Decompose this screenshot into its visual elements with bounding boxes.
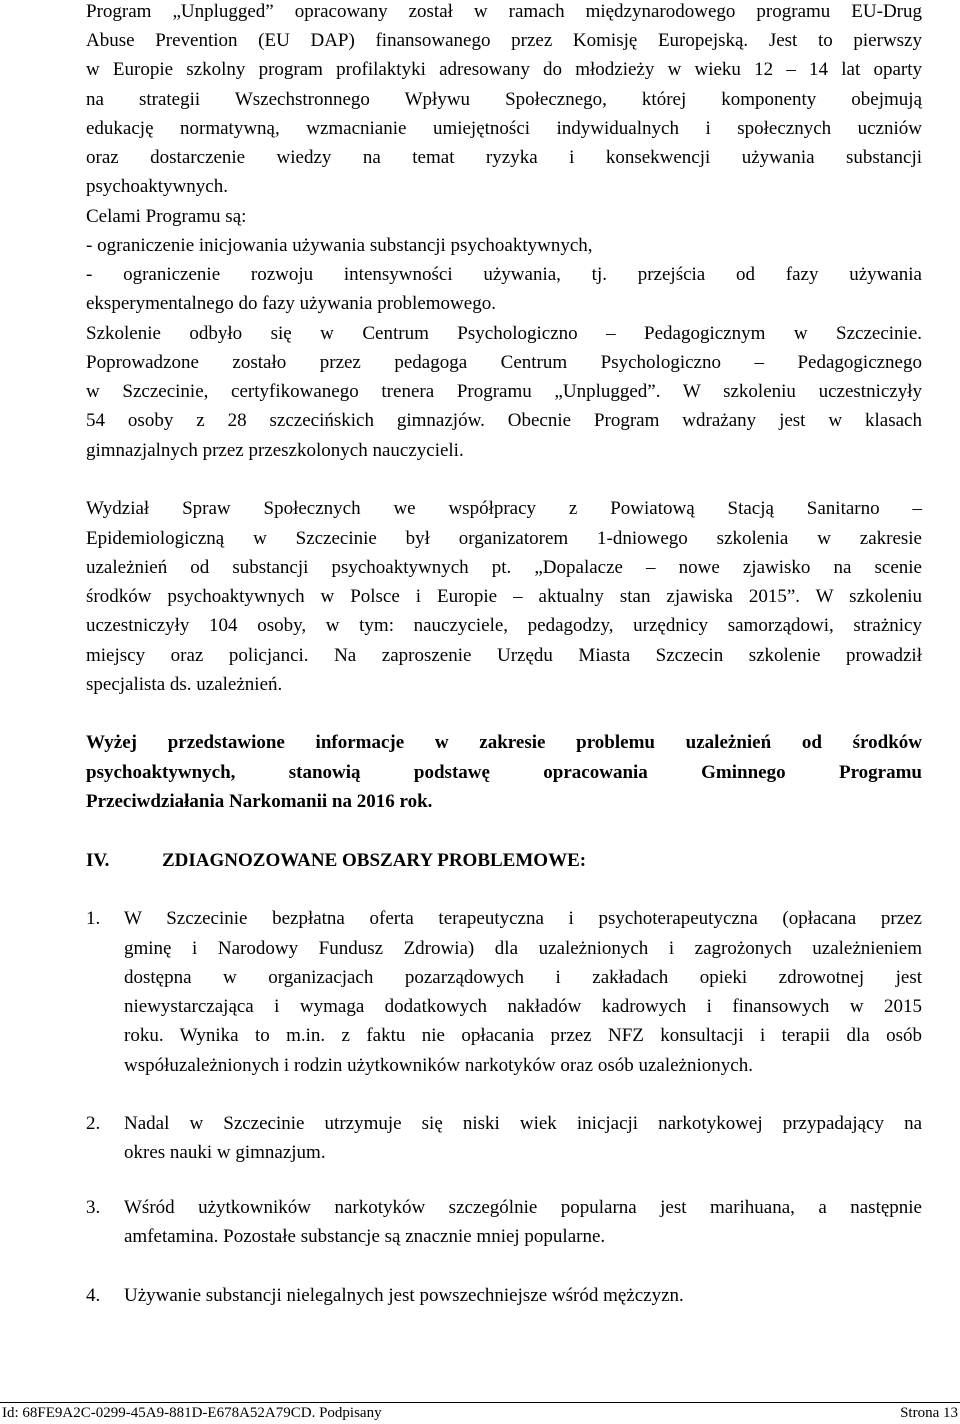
list-item-number: 4. xyxy=(86,1285,101,1306)
para1-line: Poprowadzone zostało przez pedagoga Centrum Psychologiczno – Pedagogicznego xyxy=(86,352,922,373)
bold-summary-line: Wyżej przedstawione informacje w zakresie problemu uzależnień od środków xyxy=(86,732,922,753)
footer-document-id: Id: 68FE9A2C-0299-45A9-881D-E678A52A79CD. Podpisany xyxy=(2,1405,382,1421)
para1-line: psychoaktywnych. xyxy=(86,176,228,197)
para1-line: w Europie szkolny program profilaktyki adresowany do młodzieży w wieku 12 – 14 lat oparty xyxy=(86,59,922,80)
para1-line: - ograniczenie inicjowania używania substancji psychoaktywnych, xyxy=(86,235,593,256)
list-item-line: amfetamina. Pozostałe substancje są znacznie mniej popularne. xyxy=(124,1226,606,1247)
bold-summary-line: Przeciwdziałania Narkomanii na 2016 rok. xyxy=(86,791,433,812)
list-item-line: Używanie substancji nielegalnych jest powszechniejsze wśród mężczyzn. xyxy=(124,1285,684,1306)
para1-line: Abuse Prevention (EU DAP) finansowanego przez Komisję Europejską. Jest to pierwszy xyxy=(86,30,922,51)
list-item-line: gminę i Narodowy Fundusz Zdrowia) dla uzależnionych i zagrożonych uzależnieniem xyxy=(124,938,922,959)
para2-line: Epidemiologiczną w Szczecinie był organizatorem 1-dniowego szkolenia w zakresie xyxy=(86,528,922,549)
para1-line: oraz dostarczenie wiedzy na temat ryzyka i konsekwencji używania substancji xyxy=(86,147,922,168)
para2-line: środków psychoaktywnych w Polsce i Europie – aktualny stan zjawiska 2015”. W szkoleniu xyxy=(86,586,922,607)
para1-line: Szkolenie odbyło się w Centrum Psychologiczno – Pedagogicznym w Szczecinie. xyxy=(86,323,922,344)
para1-line: gimnazjalnych przez przeszkolonych nauczycieli. xyxy=(86,440,464,461)
para1-line: eksperymentalnego do fazy używania problemowego. xyxy=(86,293,496,314)
list-item-line: Nadal w Szczecinie utrzymuje się niski wiek inicjacji narkotykowej przypadający na xyxy=(124,1113,922,1134)
para1-line: na strategii Wszechstronnego Wpływu Społecznego, której komponenty obejmują xyxy=(86,89,922,110)
bold-summary-line: psychoaktywnych, stanowią podstawę opracowania Gminnego Programu xyxy=(86,762,922,783)
list-item-line: Wśród użytkowników narkotyków szczególnie popularna jest marihuana, a następnie xyxy=(124,1197,922,1218)
para2-line: Wydział Spraw Społecznych we współpracy z Powiatową Stacją Sanitarno – xyxy=(86,498,922,519)
para1-line: - ograniczenie rozwoju intensywności używania, tj. przejścia od fazy używania xyxy=(86,264,922,285)
list-item-number: 3. xyxy=(86,1197,101,1218)
list-item-number: 1. xyxy=(86,908,101,929)
section-title: ZDIAGNOZOWANE OBSZARY PROBLEMOWE: xyxy=(162,850,587,871)
para1-line: edukację normatywną, wzmacnianie umiejętności indywidualnych i społecznych uczniów xyxy=(86,118,922,139)
list-item-line: okres nauki w gimnazjum. xyxy=(124,1142,326,1163)
list-item-line: roku. Wynika to m.in. z faktu nie opłacania przez NFZ konsultacji i terapii dla osób xyxy=(124,1025,922,1046)
para1-line: w Szczecinie, certyfikowanego trenera Programu „Unplugged”. W szkoleniu uczestniczyły xyxy=(86,381,922,402)
para2-line: uzależnień od substancji psychoaktywnych pt. „Dopalacze – nowe zjawisko na scenie xyxy=(86,557,922,578)
footer-page-number: Strona 13 xyxy=(900,1405,958,1421)
list-item-line: niewystarczająca i wymaga dodatkowych nakładów kadrowych i finansowych w 2015 xyxy=(124,996,922,1017)
para1-line: Program „Unplugged” opracowany został w ramach międzynarodowego programu EU-Drug xyxy=(86,1,922,22)
list-item-line: dostępna w organizacjach pozarządowych i zakładach opieki zdrowotnej jest xyxy=(124,967,922,988)
para2-line: uczestniczyły 104 osoby, w tym: nauczyciele, pedagodzy, urzędnicy samorządowi, strażnicy xyxy=(86,615,922,636)
list-item-line: W Szczecinie bezpłatna oferta terapeutyczna i psychoterapeutyczna (opłacana przez xyxy=(124,908,922,929)
footer-divider xyxy=(0,1402,960,1403)
list-item-line: współuzależnionych i rodzin użytkowników narkotyków oraz osób uzależnionych. xyxy=(124,1055,753,1076)
para2-line: miejscy oraz policjanci. Na zaproszenie Urzędu Miasta Szczecin szkolenie prowadził xyxy=(86,645,922,666)
section-number: IV. xyxy=(86,850,110,871)
para2-line: specjalista ds. uzależnień. xyxy=(86,674,283,695)
para1-line: Celami Programu są: xyxy=(86,206,247,227)
para1-line: 54 osoby z 28 szczecińskich gimnazjów. Obecnie Program wdrażany jest w klasach xyxy=(86,410,922,431)
list-item-number: 2. xyxy=(86,1113,101,1134)
